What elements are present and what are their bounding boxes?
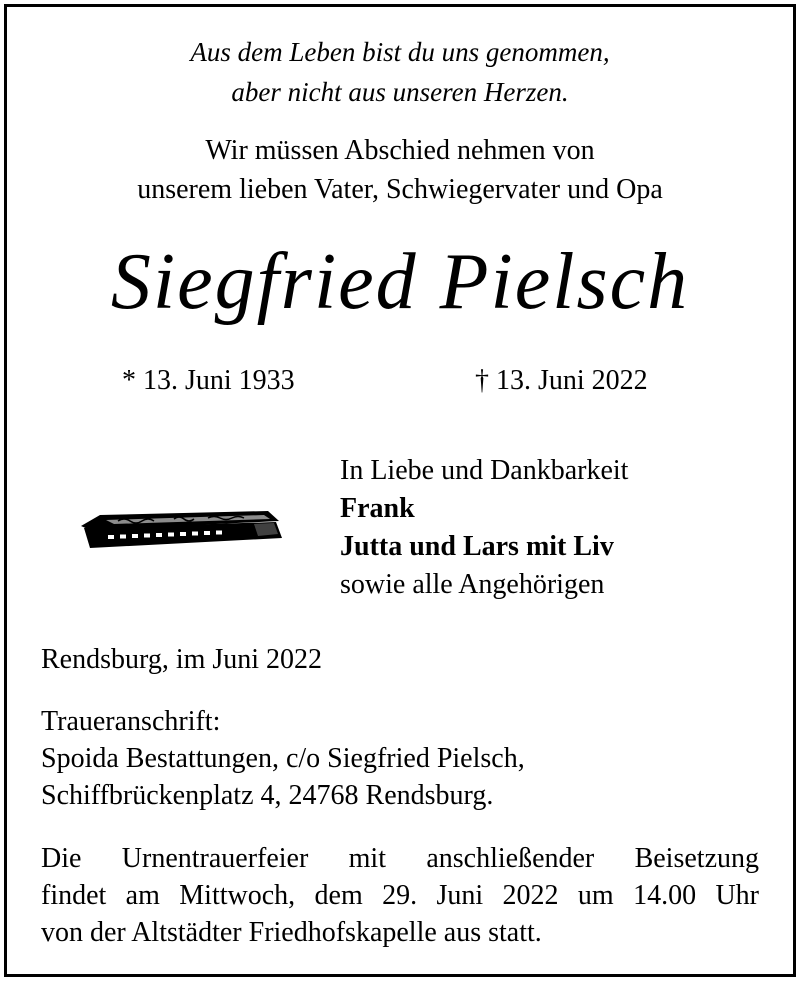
quote-line-2: aber nicht aus unseren Herzen. [231, 77, 569, 107]
family-line-3: Jutta und Lars mit Liv [340, 531, 614, 562]
intro-line-1: Wir müssen Abschied nehmen von [205, 135, 595, 166]
mourning-address [41, 703, 525, 814]
death-date: † 13. Juni 2022 [475, 365, 648, 396]
place-date: Rendsburg, im Juni 2022 [41, 644, 323, 675]
birth-date: * 13. Juni 1933 [122, 365, 295, 396]
deceased-name: Siegfried Pielsch [110, 238, 690, 326]
quote-line-1: Aus dem Leben bist du uns genommen, [190, 37, 610, 67]
family-line-4: sowie alle Angehörigen [340, 569, 605, 600]
address-line-2: Schiffbrückenplatz 4, 24768 Rendsburg. [41, 780, 494, 811]
address-label: Traueranschrift: [41, 706, 221, 737]
harmonica-icon [78, 508, 284, 563]
quote [0, 32, 800, 112]
ceremony-line-1: Die Urnentrauerfeier mit anschließender Beisetzung [41, 843, 759, 874]
intro [0, 131, 800, 209]
address-line-1: Spoida Bestattungen, c/o Siegfried Pielsch, [41, 743, 525, 774]
ceremony-info [41, 840, 759, 951]
family-signatures [340, 452, 628, 604]
family-line-2: Frank [340, 493, 415, 524]
family-line-1: In Liebe und Dankbarkeit [340, 455, 629, 486]
ceremony-line-3: von der Altstädter Friedhofskapelle aus statt. [41, 917, 542, 948]
ceremony-line-2: findet am Mittwoch, dem 29. Juni 2022 um 14.00 Uhr [41, 880, 759, 911]
intro-line-2: unserem lieben Vater, Schwiegervater und Opa [137, 174, 663, 205]
